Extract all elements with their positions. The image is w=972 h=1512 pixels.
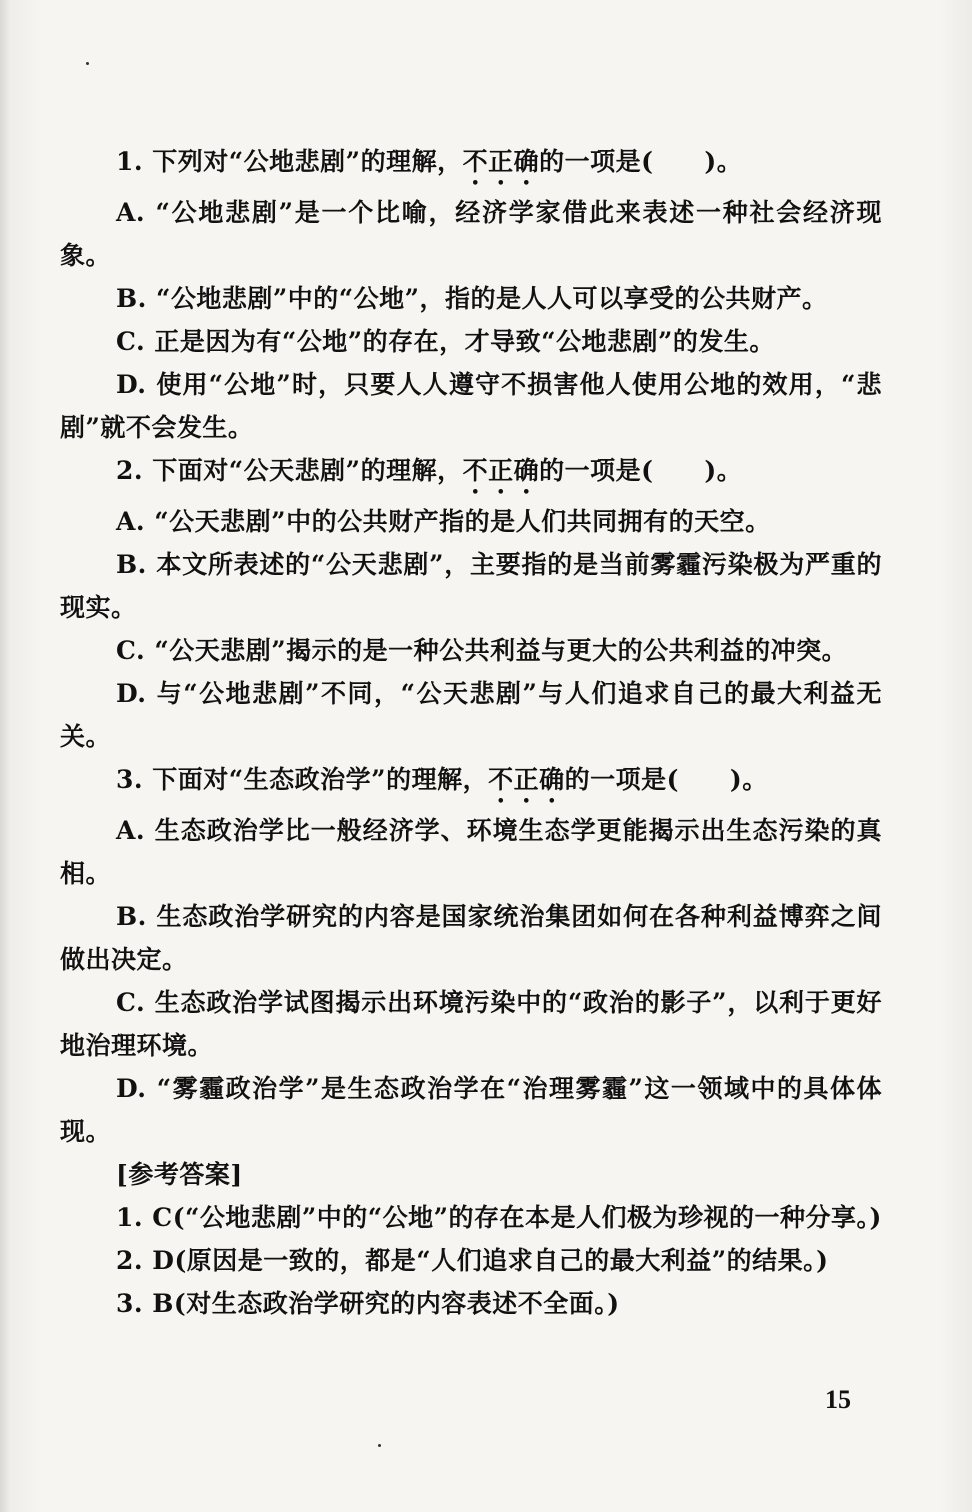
question-stem-text: 的一项是( )。 <box>539 456 743 485</box>
question-1-option-b: B. “公地悲剧”中的“公地”，指的是人人可以享受的公共财产。 <box>116 284 828 313</box>
page-content <box>60 140 882 1325</box>
question-3-option-b: B. 生态政治学研究的内容是国家统治集团如何在各种利益博弈之间做出决定。 <box>60 902 882 974</box>
question-2-option-d: D. 与“公地悲剧”不同，“公天悲剧”与人们追求自己的最大利益无关。 <box>60 679 882 751</box>
answer-1: 1. C(“公地悲剧”中的“公地”的存在本是人们极为珍视的一种分享。) <box>116 1203 882 1232</box>
emphasized-not-correct: 不正确 <box>462 147 540 176</box>
question-stem-text: 3. 下面对“生态政治学”的理解， <box>116 765 489 794</box>
question-1-stem <box>60 140 882 191</box>
scan-speck <box>378 1444 381 1447</box>
question-1-option-c: C. 正是因为有“公地”的存在，才导致“公地悲剧”的发生。 <box>116 327 775 356</box>
answer-key-heading: [参考答案] <box>116 1160 243 1189</box>
emphasized-not-correct: 不正确 <box>462 456 540 485</box>
question-stem-text: 1. 下列对“公地悲剧”的理解， <box>116 147 463 176</box>
question-stem-text: 的一项是( )。 <box>564 765 768 794</box>
question-2-option-c: C. “公天悲剧”揭示的是一种公共利益与更大的公共利益的冲突。 <box>116 636 848 665</box>
emphasized-not-correct: 不正确 <box>488 765 565 794</box>
question-stem-text: 2. 下面对“公天悲剧”的理解， <box>116 456 463 485</box>
page-number: 15 <box>825 1385 851 1414</box>
question-3-option-a: A. 生态政治学比一般经济学、环境生态学更能揭示出生态污染的真相。 <box>60 816 882 888</box>
scan-speck <box>86 62 89 65</box>
question-3-stem <box>60 758 882 809</box>
question-1-option-a: A. “公地悲剧”是一个比喻，经济学家借此来表述一种社会经济现象。 <box>60 198 882 270</box>
answer-3: 3. B(对生态政治学研究的内容表述不全面。) <box>116 1289 620 1318</box>
question-2-stem <box>60 449 882 500</box>
question-3-option-d: D. “雾霾政治学”是生态政治学在“治理雾霾”这一领域中的具体体现。 <box>60 1074 882 1146</box>
question-3-option-c: C. 生态政治学试图揭示出环境污染中的“政治的影子”，以利于更好地治理环境。 <box>60 988 882 1060</box>
question-2-option-b: B. 本文所表述的“公天悲剧”，主要指的是当前雾霾污染极为严重的现实。 <box>60 550 882 622</box>
question-2-option-a: A. “公天悲剧”中的公共财产指的是人们共同拥有的天空。 <box>116 507 771 536</box>
question-1-option-d: D. 使用“公地”时，只要人人遵守不损害他人使用公地的效用，“悲剧”就不会发生。 <box>60 370 882 442</box>
answer-2: 2. D(原因是一致的，都是“人们追求自己的最大利益”的结果。) <box>116 1246 829 1275</box>
question-stem-text: 的一项是( )。 <box>539 147 743 176</box>
